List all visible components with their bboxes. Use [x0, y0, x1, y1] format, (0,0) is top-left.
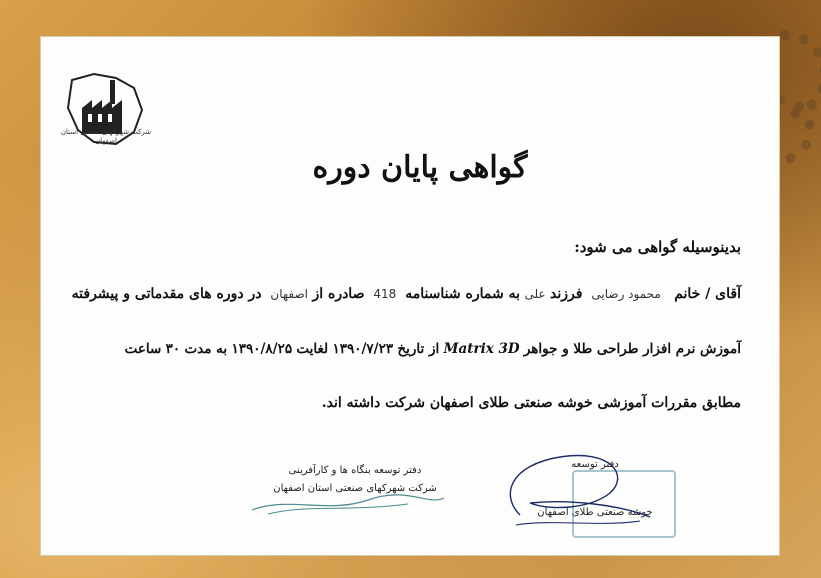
- right-signatory-title: دفتر توسعه: [571, 459, 619, 470]
- left-signature-scribble-icon: [248, 488, 448, 518]
- recipient-name: محمود رضایی: [591, 287, 661, 301]
- recipient-line: [71, 286, 741, 302]
- right-signatory-org: خوشه صنعتی طلای اصفهان: [537, 507, 653, 518]
- issued-from-label: صادره از: [312, 286, 365, 302]
- duration-label: به مدت: [184, 341, 228, 357]
- id-number: 418: [373, 287, 397, 301]
- course-level-text: در دوره های مقدماتی و پیشرفته: [71, 286, 262, 302]
- course-name: آموزش نرم افزار طراحی طلا و جواهر: [523, 341, 741, 357]
- logo-caption: شرکت شهرکهای صنعتی استان اصفهان: [60, 128, 152, 145]
- id-number-label: به شماره شناسنامه: [405, 286, 520, 302]
- software-name: Matrix 3D: [443, 341, 520, 357]
- hours-label: ساعت: [124, 341, 162, 357]
- compliance-line: مطابق مقررات آموزشی خوشه صنعتی طلای اصفهان شرکت داشته اند.: [321, 395, 741, 411]
- left-signatory-org: شرکت شهرکهای صنعتی استان اصفهان: [273, 483, 437, 494]
- to-date-label: لغایت: [296, 341, 329, 357]
- father-name: علی: [524, 287, 546, 301]
- left-signatory-title: دفتر توسعه بنگاه ها و کارآفرینی: [288, 465, 422, 476]
- province-factory-logo-icon: [64, 54, 146, 166]
- to-date: ۱۳۹۰/۸/۲۵: [231, 341, 293, 357]
- from-date-label: از تاریخ: [397, 341, 440, 357]
- course-line: [81, 341, 741, 357]
- child-of-label: فرزند: [550, 286, 583, 302]
- from-date: ۱۳۹۰/۷/۲۳: [332, 341, 394, 357]
- duration-hours: ۳۰: [165, 341, 181, 357]
- right-signature-scribble-icon: [490, 445, 670, 535]
- salutation: آقای / خانم: [674, 286, 741, 302]
- issue-place: اصفهان: [270, 287, 308, 301]
- intro-line: بدینوسیله گواهی می شود:: [574, 238, 741, 256]
- certificate-title: گواهی پایان دوره: [312, 150, 528, 185]
